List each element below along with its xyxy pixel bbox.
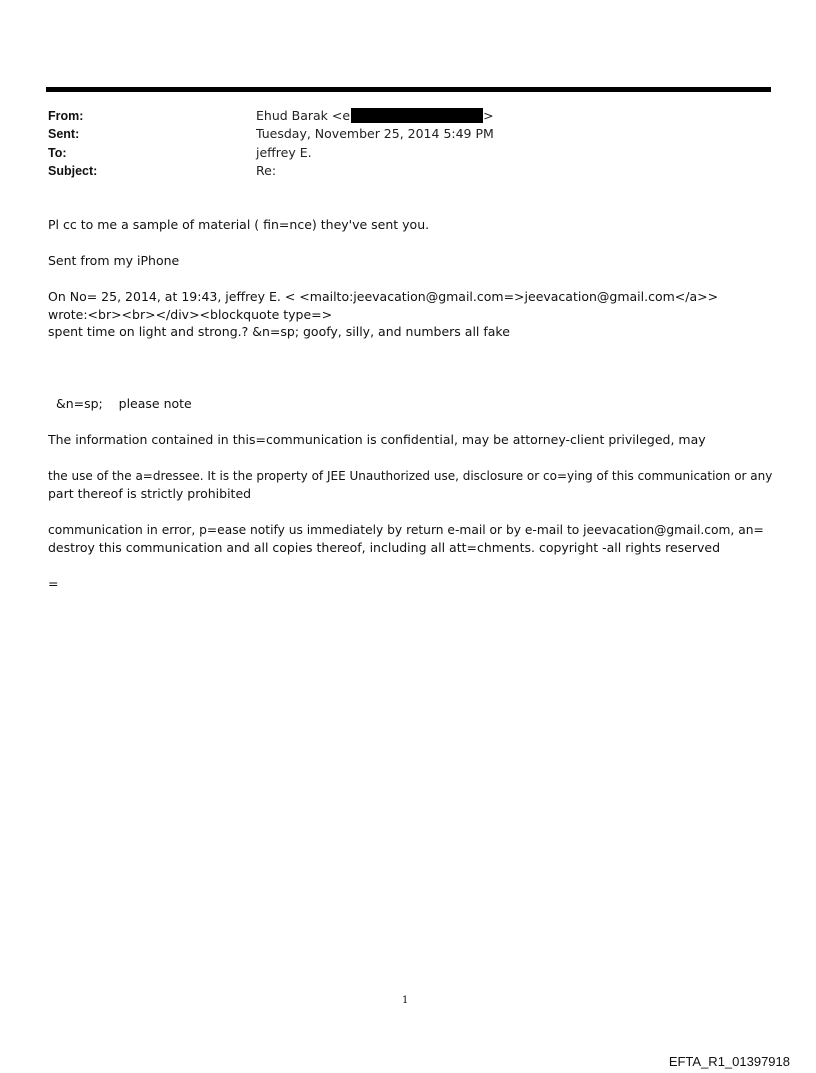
body-line-3: On No= 25, 2014, at 19:43, jeffrey E. < <mailto:jeevacation@gmail.com=>jeevacation@gmail.com</a>>	[48, 289, 719, 304]
body-line-11: destroy this communication and all copies thereof, including all att=chments. copyright -all rights reserved	[48, 540, 721, 555]
sent-label: Sent:	[48, 127, 80, 141]
body-line-7: The information contained in this=communication is confidential, may be attorney-client privileged, may	[48, 432, 706, 447]
body-line-12: =	[48, 576, 59, 591]
body-line-9: part thereof is strictly prohibited	[48, 486, 252, 501]
sent-value: Tuesday, November 25, 2014 5:49 PM	[256, 126, 494, 141]
from-label: From:	[48, 109, 84, 123]
subject-label: Subject:	[48, 164, 98, 178]
body-line-6: &n=sp; please note	[48, 396, 192, 411]
page-number: 1	[402, 995, 409, 1006]
body-line-8: the use of the a=dressee. It is the property of JEE Unauthorized use, disclosure or co=ying of this communication or any	[48, 469, 773, 483]
subject-value: Re:	[256, 163, 277, 178]
document-id: EFTA_R1_01397918	[668, 1054, 790, 1069]
from-value	[256, 107, 494, 125]
body-line-5: spent time on light and strong.? &n=sp; goofy, silly, and numbers all fake	[48, 324, 510, 339]
body-line-4: wrote:<br><br></div><blockquote type=>	[48, 307, 333, 322]
header-divider	[46, 87, 771, 92]
body-line-1: Pl cc to me a sample of material ( fin=nce) they've sent you.	[48, 217, 430, 232]
to-value: jeffrey E.	[256, 145, 312, 160]
from-sender-end: >	[483, 108, 494, 123]
redaction-block	[351, 108, 483, 123]
body-line-10: communication in error, p=ease notify us immediately by return e-mail or by e-mail to jeevacation@gmail.com, an=	[48, 523, 764, 537]
body-line-2: Sent from my iPhone	[48, 253, 180, 268]
from-sender: Ehud Barak <e	[256, 108, 351, 123]
to-label: To:	[48, 146, 67, 160]
